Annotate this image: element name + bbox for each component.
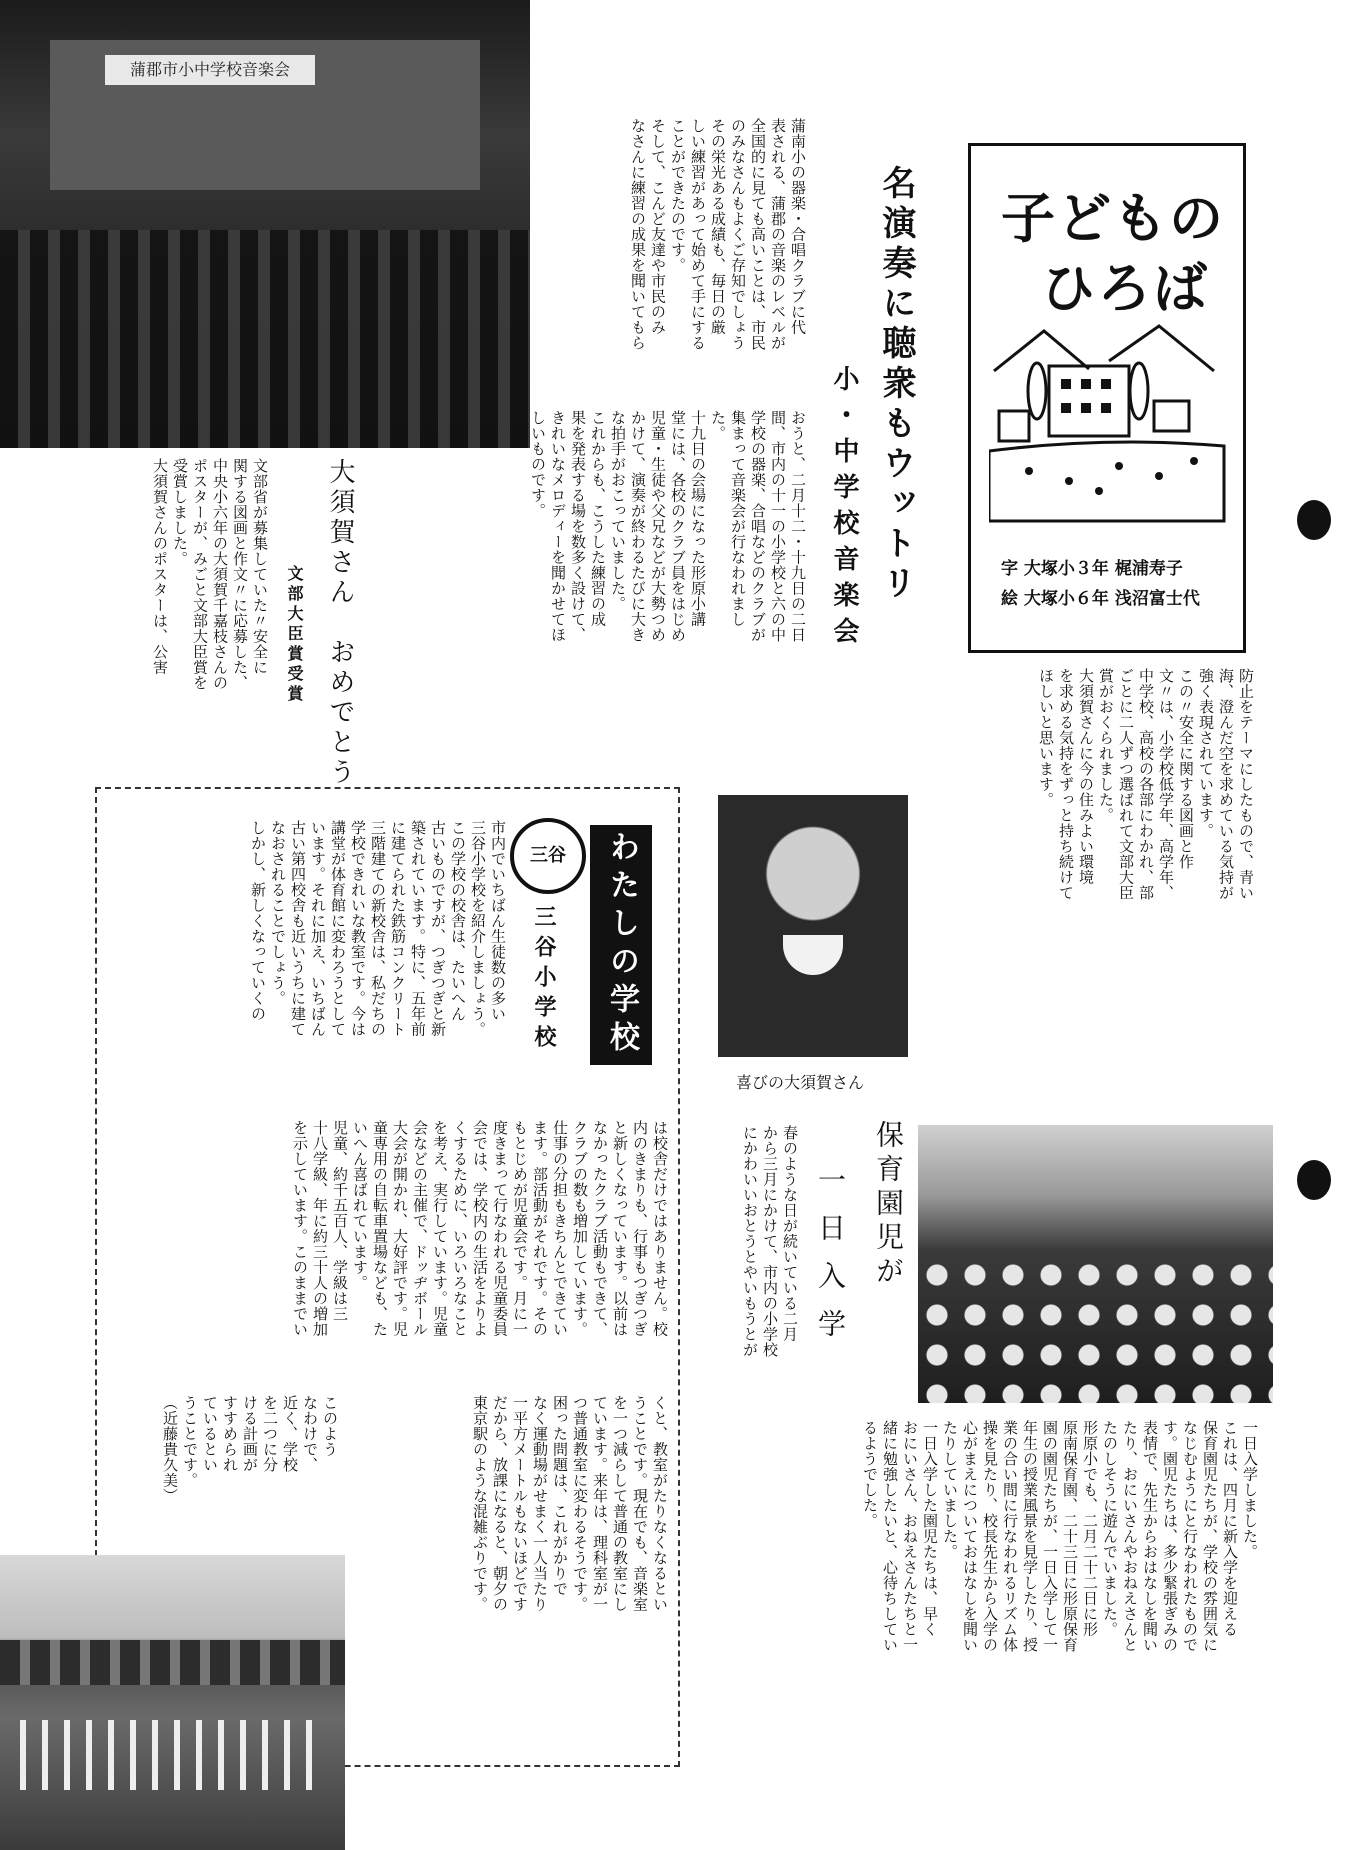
nursery-col: おにいさん、おねえさんたちと一: [901, 1420, 919, 1653]
concert-col: かけて、演奏が終わるたびに大き: [629, 410, 647, 643]
concert-col: その栄光ある成績も、毎日の厳: [709, 118, 727, 335]
concert-col: 集まって音楽会が行なわれました。: [709, 410, 747, 627]
school-col: すすめられ: [221, 1395, 239, 1473]
school-col: なかったクラブ活動もできて、: [591, 1120, 609, 1337]
kids-corner-title-1: 子どもの: [1001, 187, 1225, 250]
kids-drawing: [989, 321, 1229, 531]
school-body-end: [140, 1395, 340, 1555]
award-col: ごとに二人ずつ選ばれて文部大臣: [1117, 668, 1135, 901]
award-body-left: [80, 458, 270, 758]
concert-col: 十九日の会場になった形原小講: [689, 410, 707, 627]
school-col: いへん喜ばれています。: [351, 1120, 369, 1291]
nursery-body-top: [680, 1125, 800, 1425]
school-headline: 三谷小学校: [531, 905, 556, 1055]
award-col: 受賞しました。: [171, 458, 189, 567]
concert-col: のみなさんもよくご存知でしょう: [729, 118, 747, 351]
school-col: ける計画が: [241, 1395, 259, 1473]
award-col: 文部省が募集していた〃安全に: [251, 458, 269, 675]
school-col: くするために、いろいろなこと: [451, 1120, 469, 1337]
school-col: つ普通教室に変わるそうです。: [571, 1395, 589, 1612]
nursery-col: 緒に勉強したいと、心待ちしてい: [881, 1420, 899, 1653]
nursery-col: 形原小でも、二月二十二日に形: [1081, 1420, 1099, 1637]
award-col: 関する図画と作文〃に応募した、: [231, 458, 249, 691]
school-col: 児童、約千五百人、学級は三: [331, 1120, 349, 1322]
award-col: 文〃は、小学校低学年、高学年、: [1157, 668, 1175, 901]
nursery-col: 年生の授業風景を見学したり、授: [1021, 1420, 1039, 1653]
school-col: うことです。現在でも、音楽室: [631, 1395, 649, 1612]
award-col: この〃安全に関する図画と作: [1177, 668, 1195, 870]
award-col: を求める気持をずっと持ち続けて: [1057, 668, 1075, 901]
school-col: 一平方メートルもないほどです: [511, 1395, 529, 1612]
nursery-col: 園の園児たちが、一日入学して一: [1041, 1420, 1059, 1653]
concert-col: 蒲南小の器楽・合唱クラブに代: [789, 118, 807, 335]
concert-col: しい練習があって始めて手にする: [689, 118, 707, 351]
nursery-col: 一日入学した園児たちは、早く: [921, 1420, 939, 1637]
school-col: 市内でいちばん生徒数の多い: [489, 820, 507, 1022]
concert-col: 学校の器楽、合唱などのクラブが: [749, 410, 767, 643]
school-col: を二つに分: [261, 1395, 279, 1473]
schoolyard-children: [20, 1720, 320, 1790]
award-col: 大須賀さんに今の住みよい環境: [1077, 668, 1095, 885]
nursery-col: 原南保育園、二十三日に形原保育: [1061, 1420, 1079, 1653]
award-col: 防止をテーマにしたもので、青い: [1237, 668, 1255, 901]
school-col: 講堂が体育館に変わろうとして: [329, 820, 347, 1037]
kids-corner-title-2: ひろば: [1041, 257, 1209, 320]
school-body-bottom: [345, 1395, 670, 1755]
concert-col: これからも、こうした練習の成: [589, 410, 607, 627]
award-col: ほしいと思います。: [1037, 668, 1055, 808]
award-col: 中央小六年の大須賀千嘉枝さんの: [211, 458, 229, 691]
school-col: 会などの主催で、ドッヂボール: [411, 1120, 429, 1337]
school-col: 古いものですが、つぎつぎと新: [429, 820, 447, 1037]
concert-col: なさんに練習の成果を聞いてもら: [629, 118, 647, 351]
school-col: 古い第四校舎も近いうちに建て: [289, 820, 307, 1037]
school-col: ます。部活動がそれです。その: [531, 1120, 549, 1337]
concert-col: 児童・生徒や父兄などが大勢つめ: [649, 410, 667, 643]
school-col: 仕事の分担もきちんとできてい: [551, 1120, 569, 1337]
binder-hole: [1297, 500, 1331, 540]
nursery-col: るようでした。: [861, 1420, 879, 1529]
school-col: しかし、新しくなっていくの: [249, 820, 267, 1022]
nursery-col: これは、四月に新入学を迎える: [1221, 1420, 1239, 1637]
school-body-middle: [105, 1120, 670, 1380]
nursery-col: たのしそうに遊んでいました。: [1101, 1420, 1119, 1637]
concert-body-top: [538, 118, 808, 388]
school-col: 三谷小学校を紹介しましょう。: [469, 820, 487, 1037]
nursery-col: 保育園児たちが、学校の雰囲気に: [1201, 1420, 1219, 1653]
concert-col: 間、市内の十一の小学校と六の中: [769, 410, 787, 643]
school-col: を示しています。このままでい: [291, 1120, 309, 1337]
nursery-photo: [918, 1125, 1273, 1403]
nursery-col: 一日入学しました。: [1241, 1420, 1259, 1560]
concert-col: 表される、蒲郡の音楽のレベルが: [769, 118, 787, 351]
concert-body-bottom: [410, 410, 808, 655]
nursery-body-bottom: [700, 1420, 1260, 1760]
schoolyard-building: [0, 1640, 345, 1685]
award-body-right: [948, 668, 1256, 973]
school-col: ています。来年は、理科室が一: [591, 1395, 609, 1612]
school-col: に建てられた鉄筋コンクリート: [389, 820, 407, 1037]
nursery-col: 操を見たり、校長先生から入学の: [981, 1420, 999, 1653]
award-col: 海、澄んだ空を求めている気持が: [1217, 668, 1235, 901]
award-col: 強く表現されています。: [1197, 668, 1215, 839]
concert-col: な拍手がおこっていました。: [609, 410, 627, 612]
school-col: なく運動場がせまく一人当たり: [531, 1395, 549, 1612]
school-col: くと、教室がたりなくなるとい: [651, 1395, 669, 1612]
concert-col: 果を発表する場を数多く設けて、: [569, 410, 587, 643]
school-col: 築されています。特に、五年前: [409, 820, 427, 1037]
girl-photo: [718, 795, 908, 1057]
school-col: 学校できれいな教室です。今は: [349, 820, 367, 1037]
nursery-col: 心がまえについておはなしを聞い: [961, 1420, 979, 1653]
nursery-headline-2: 一日入学: [814, 1165, 847, 1357]
nursery-col: たりしていました。: [941, 1420, 959, 1560]
concert-subhead: 小・中学校音楽会: [829, 365, 859, 653]
school-col: クラブの数も増加しています。: [571, 1120, 589, 1337]
school-col: 近く、学校: [281, 1395, 299, 1473]
school-col: （近藤貴久美）: [161, 1395, 179, 1504]
school-crest: 三谷: [510, 818, 586, 894]
school-col: 大会が開かれ、大好評です。児: [391, 1120, 409, 1337]
award-headline: 大須賀さん おめでとう: [325, 458, 355, 788]
concert-col: 全国的に見ても高いことは、市民: [749, 118, 767, 351]
concert-banner: 蒲郡市小中学校音楽会: [105, 55, 315, 85]
concert-col: おうと、二月十二・十九日の二日: [789, 410, 807, 643]
school-col: なわけで、: [301, 1395, 319, 1473]
concert-col: きれいなメロディーを聞かせてほ: [549, 410, 567, 643]
school-col: を考え、実行しています。児童: [431, 1120, 449, 1337]
school-col: このよう: [321, 1395, 339, 1457]
concert-col: そして、こんど友達や市民のみ: [649, 118, 667, 335]
concert-col: しいものです。: [529, 410, 547, 519]
school-col: 十八学級、年に約三十人の増加: [311, 1120, 329, 1337]
nursery-col: たり、おにいさんやおねえさんと: [1121, 1420, 1139, 1653]
school-col: うことです。: [181, 1395, 199, 1488]
concert-headline: 名演奏に聴衆もウットリ: [876, 165, 916, 605]
school-series-banner: わたしの学校: [590, 825, 652, 1065]
school-body-top: [118, 820, 508, 1110]
school-col: を一つ減らして普通の教室にし: [611, 1395, 629, 1612]
binder-hole: [1297, 1160, 1331, 1200]
school-col: 内のきまりも、行事もつぎつぎ: [631, 1120, 649, 1337]
kids-credit-writing: 字 大塚小３年 梶浦寿子: [1001, 559, 1183, 579]
school-col: 困った問題は、これがかりで: [551, 1395, 569, 1597]
concert-col: ことができたのです。: [669, 118, 687, 273]
nursery-col: にかわいいおとうとやいもうとが: [741, 1125, 759, 1358]
nursery-children: [918, 1255, 1273, 1403]
school-col: います。それに加え、いちばん: [309, 820, 327, 1037]
nursery-col: 表情で、先生からおはなしを聞い: [1141, 1420, 1159, 1653]
school-col: 三階建ての新校舎は、私だちの: [369, 820, 387, 1037]
school-col: なおされることでしょう。: [269, 820, 287, 1006]
schoolyard-photo: [0, 1555, 345, 1850]
school-col: と新しくなっています。以前は: [611, 1120, 629, 1337]
school-col: だから、放課になると、朝夕の: [491, 1395, 509, 1612]
school-col: 会では、学校内の生活をよりよ: [471, 1120, 489, 1337]
school-col: ているとい: [201, 1395, 219, 1473]
school-col: もとじめが児童会です。月に一: [511, 1120, 529, 1337]
nursery-col: なじむようにと行なわれたもので: [1181, 1420, 1199, 1653]
kids-credit-drawing: 絵 大塚小６年 浅沼富士代: [1001, 589, 1200, 609]
award-subhead: 文部大臣賞受賞: [285, 565, 304, 705]
school-col: 東京駅のような混雑ぶりです。: [471, 1395, 489, 1612]
nursery-headline-1: 保育園児が: [872, 1120, 905, 1290]
award-col: 賞がおくられました。: [1097, 668, 1115, 823]
girl-photo-caption: 喜びの大須賀さん: [736, 1073, 865, 1092]
nursery-col: から三月にかけて、市内の小学校: [761, 1125, 779, 1358]
kids-corner-box: [968, 143, 1246, 653]
school-col: この学校の校舎は、たいへん: [449, 820, 467, 1022]
school-col: 度きまって行なわれる児童委員: [491, 1120, 509, 1337]
concert-col: 堂には、各校のクラブ員をはじめ: [669, 410, 687, 643]
nursery-col: 春のような日が続いている二月: [781, 1125, 799, 1342]
award-col: 大須賀さんのポスターは、公害: [151, 458, 169, 675]
school-col: は校舎だけではありません。校: [651, 1120, 669, 1337]
concert-photo: [0, 0, 530, 448]
nursery-col: 業の合い間に行なわれるリズム体: [1001, 1420, 1019, 1653]
girl-collar: [783, 935, 843, 975]
school-col: 童専用の自転車置場なども、た: [371, 1120, 389, 1337]
award-col: ポスターが、みごと文部大臣賞を: [191, 458, 209, 691]
award-col: 中学校、高校の各部にわかれ、部: [1137, 668, 1155, 901]
nursery-col: す。園児たちは、多少緊張ぎみの: [1161, 1420, 1179, 1653]
